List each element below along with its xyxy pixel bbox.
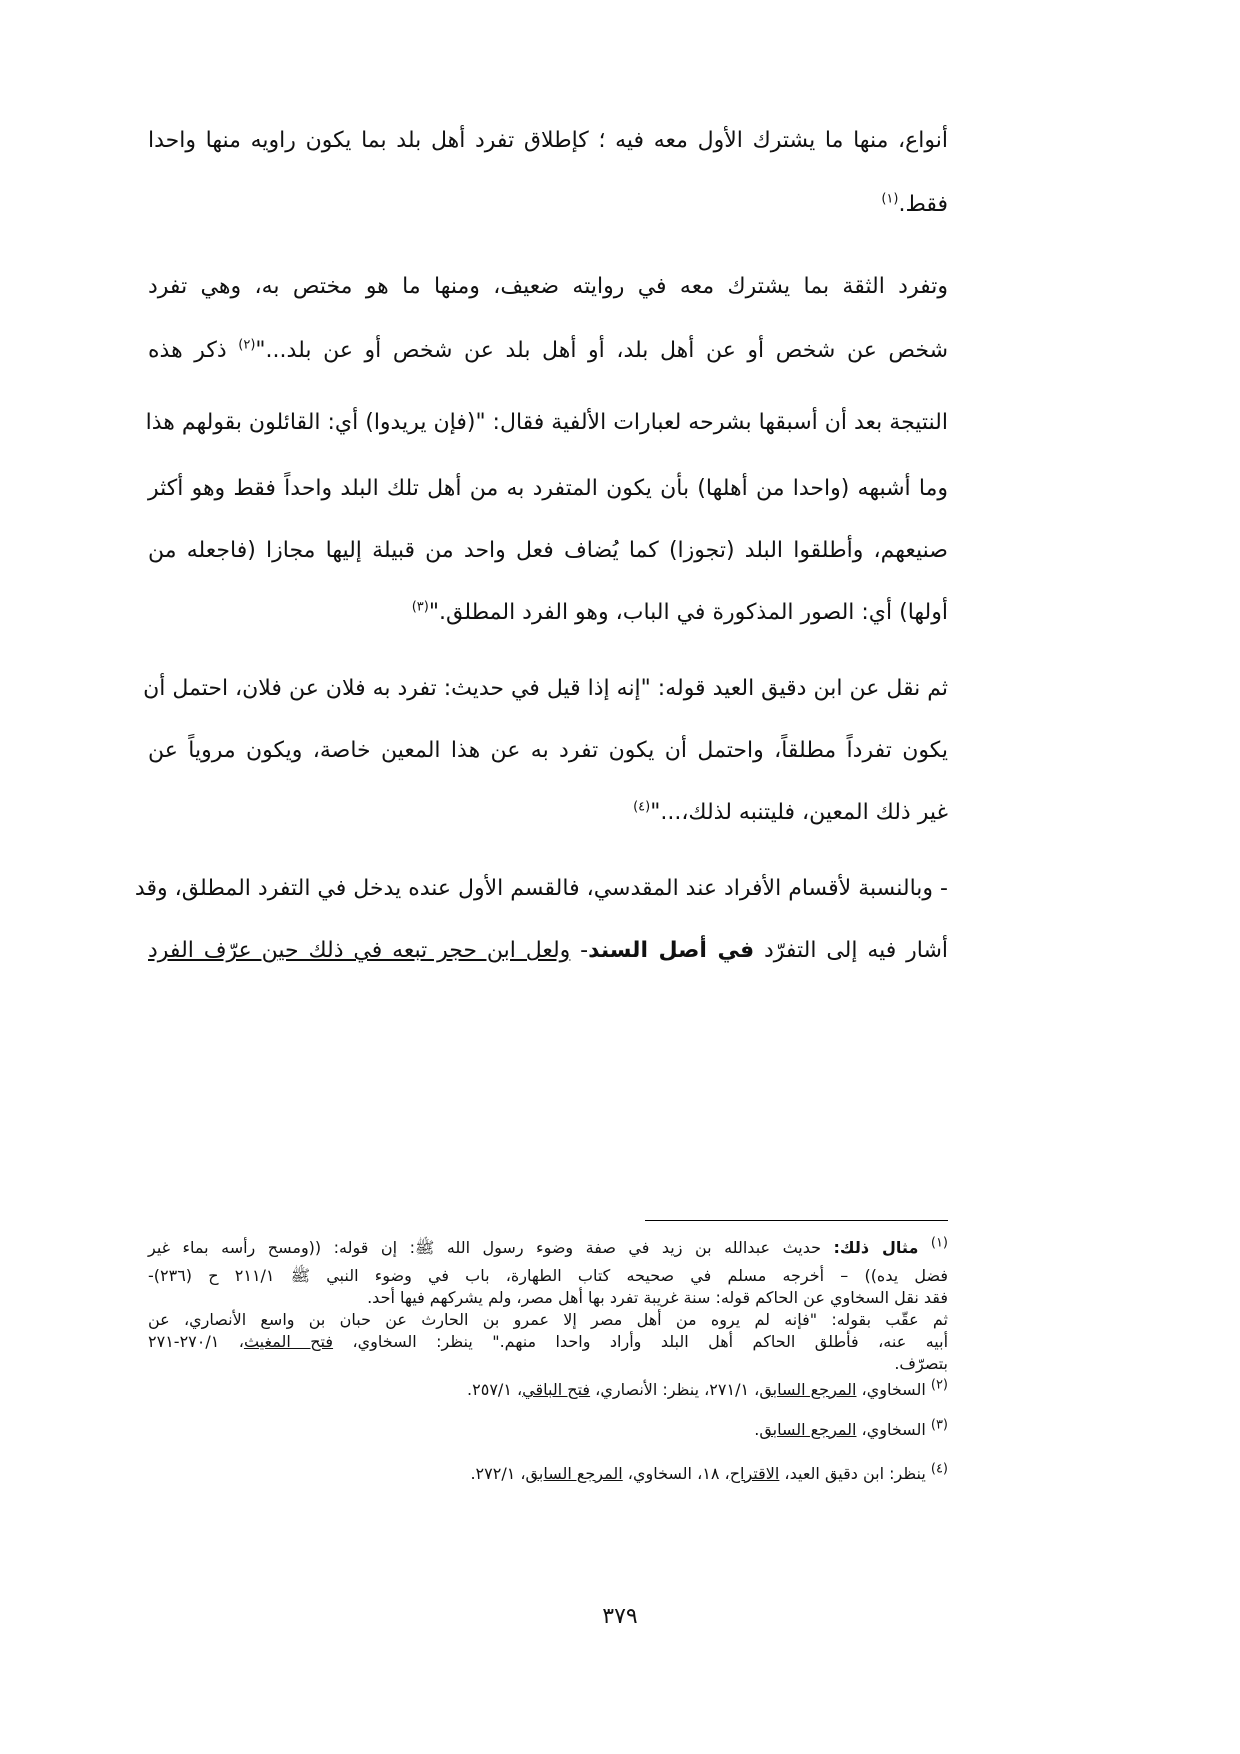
footnote-1-line-3: فقد نقل السخاوي عن الحاكم قوله: سنة غريبة تفرد بها أهل مصر، ولم يشركهم فيها أحد. bbox=[367, 1288, 948, 1307]
footnote-ref-3[interactable]: (٣) bbox=[411, 599, 429, 615]
footnote-1-line-6: بتصرّف. bbox=[894, 1354, 948, 1373]
body-line-3: وتفرد الثقة بما يشترك معه في روايته ضعيف، ومنها ما هو مختص به، وهي تفرد bbox=[148, 274, 948, 299]
body-line-9: ثم نقل عن ابن دقيق العيد قوله: "إنه إذا قيل في حديث: تفرد به فلان عن فلان، احتمل أن bbox=[143, 676, 948, 701]
footnote-ref-1[interactable]: (١) bbox=[881, 191, 899, 207]
body-line-7: صنيعهم، وأطلقوا البلد (تجوزا) كما يُضاف فعل واحد من قبيلة إليها مجازا (فاجعله من bbox=[148, 538, 948, 563]
footnote-marker-1: (١) bbox=[930, 1235, 948, 1251]
footnote-1-line-5: أبيه عنه، فأطلق الحاكم أهل البلد وأراد واحدا منهم." ينظر: السخاوي، فتح المغيث، ٢٧٠/١-٢٧١ bbox=[148, 1332, 949, 1351]
bold-phrase: في أصل السند bbox=[588, 938, 755, 963]
footnote-1-line-2: فضل يده)) – أخرجه مسلم في صحيحه كتاب الطهارة، باب في وضوء النبي ﷺ ٢١١/١ ح (٢٣٦)- bbox=[148, 1266, 948, 1285]
body-line-2: فقط.$^{(١)}$ bbox=[881, 191, 948, 217]
footnote-marker-4: (٤) bbox=[930, 1461, 948, 1477]
footnote-1-line-1: $^{(١)}$ مثال ذلك: حديث عبدالله بن زيد في صفة وضوء رسول الله ﷺ: إن قوله: ((ومسح رأسه بماء غير bbox=[148, 1235, 948, 1257]
body-line-5: النتيجة بعد أن أسبقها بشرحه لعبارات الألفية فقال: "(فإن يريدوا) أي: القائلون بقولهم هذا bbox=[145, 410, 948, 435]
footnote-4: $^{(٤)}$ ينظر: ابن دقيق العيد، الاقتراح، ١٨، السخاوي، المرجع السابق، ٢٧٢/١. bbox=[470, 1461, 948, 1483]
body-line-4: شخص عن شخص أو عن أهل بلد، أو أهل بلد عن شخص أو عن بلد..."$^{(٢)}$ ذكر هذه bbox=[148, 337, 948, 363]
underlined-phrase: ولعل ابن حجر تبعه في ذلك حين عرّف الفرد bbox=[148, 938, 571, 963]
footnote-ref-2[interactable]: (٢) bbox=[238, 337, 256, 353]
body-line-13: أشار فيه إلى التفرّد في أصل السند- ولعل ابن حجر تبعه في ذلك حين عرّف الفرد bbox=[148, 938, 949, 963]
footnote-marker-3: (٣) bbox=[930, 1417, 948, 1433]
page-number: ٣٧٩ bbox=[602, 1604, 638, 1629]
footnote-marker-2: (٢) bbox=[930, 1377, 948, 1393]
footnote-3: $^{(٣)}$ السخاوي، المرجع السابق. bbox=[754, 1417, 948, 1439]
footnote-ref-4[interactable]: (٤) bbox=[633, 799, 651, 815]
footnote-2: $^{(٢)}$ السخاوي، المرجع السابق، ٢٧١/١، ينظر: الأنصاري، فتح الباقي، ٢٥٧/١. bbox=[467, 1377, 948, 1399]
body-line-6: وما أشبهه (واحدا من أهلها) بأن يكون المتفرد به من أهل تلك البلد واحداً فقط وهو أكثر bbox=[148, 476, 948, 501]
footnote-1-line-4: ثم عقّب بقوله: "فإنه لم يروه من أهل مصر إلا عمرو بن الحارث عن حبان بن واسع الأنصاري، عن bbox=[148, 1310, 948, 1329]
body-line-8: أولها) أي: الصور المذكورة في الباب، وهو الفرد المطلق."$^{(٣)}$ bbox=[411, 599, 948, 625]
body-line-10: يكون تفرداً مطلقاً، واحتمل أن يكون تفرد به عن هذا المعين خاصة، ويكون مروياً عن bbox=[148, 738, 948, 763]
body-line-11: غير ذلك المعين، فليتنبه لذلك،..."$^{(٤)}$ bbox=[633, 799, 948, 825]
body-line-1: أنواع، منها ما يشترك الأول معه فيه ؛ كإطلاق تفرد أهل بلد بما يكون راويه منها واحدا bbox=[148, 128, 948, 153]
footnote-separator bbox=[645, 1220, 948, 1221]
body-line-12: - وبالنسبة لأقسام الأفراد عند المقدسي، فالقسم الأول عنده يدخل في التفرد المطلق، وقد bbox=[134, 876, 948, 901]
